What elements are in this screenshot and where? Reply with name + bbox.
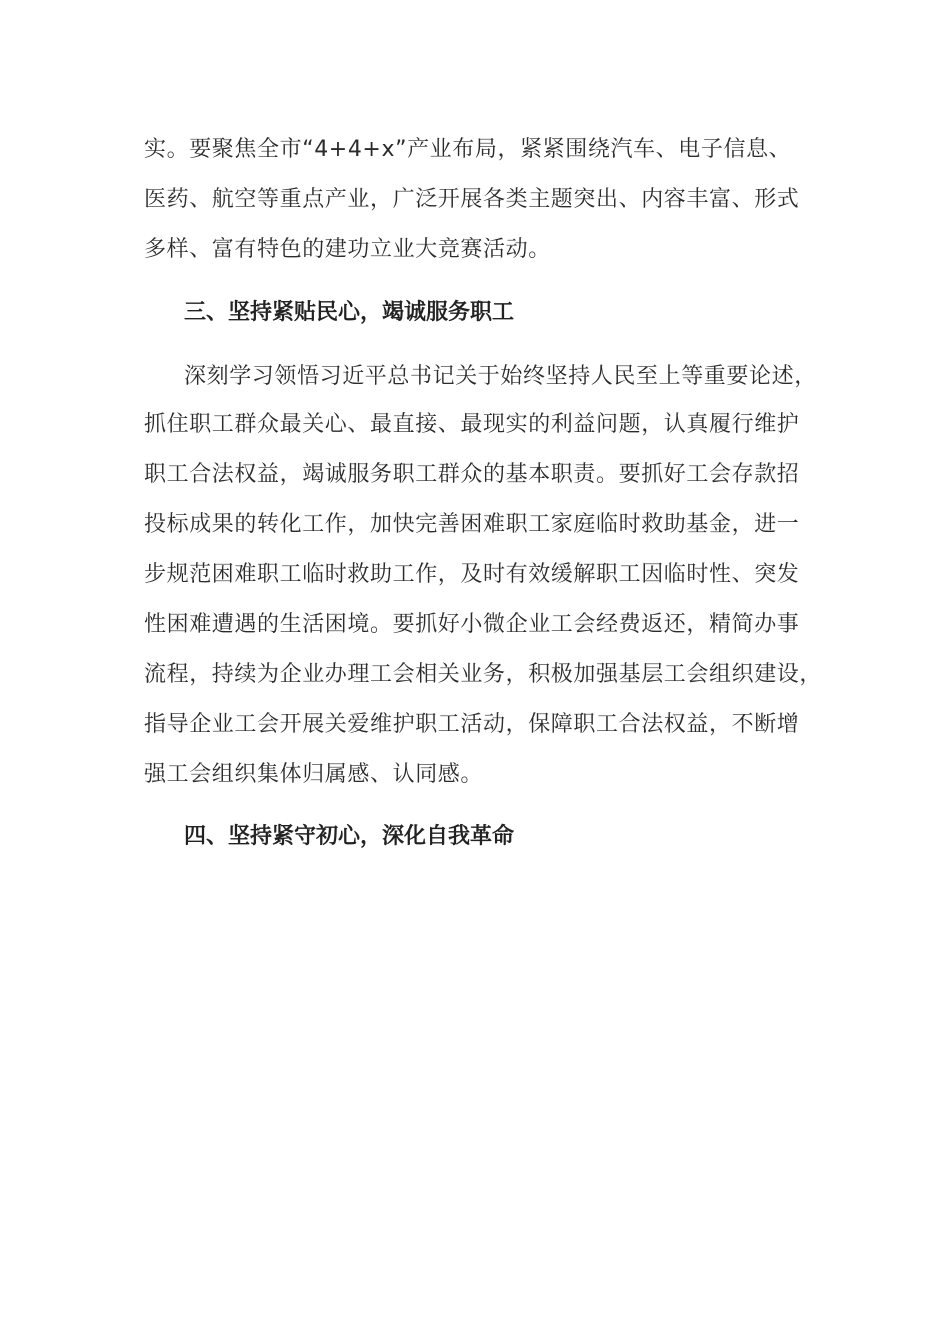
paragraph-line: 多样、富有特色的建功立业大竞赛活动。 bbox=[144, 237, 551, 262]
paragraph-line: 性困难遭遇的生活困境。要抓好小微企业工会经费返还，精简办事 bbox=[144, 612, 800, 637]
paragraph-line: 深刻学习领悟习近平总书记关于始终坚持人民至上等重要论述， bbox=[184, 364, 817, 389]
paragraph-line: 指导企业工会开展关爱维护职工活动，保障职工合法权益，不断增 bbox=[144, 712, 800, 737]
paragraph-line: 投标成果的转化工作，加快完善困难职工家庭临时救助基金，进一 bbox=[144, 512, 800, 537]
paragraph-line: 强工会组织集体归属感、认同感。 bbox=[144, 762, 484, 787]
paragraph-line: 实。要聚焦全市“4+4+x”产业布局，紧紧围绕汽车、电子信息、 bbox=[144, 137, 792, 162]
paragraph-line: 医药、航空等重点产业，广泛开展各类主题突出、内容丰富、形式 bbox=[144, 187, 800, 212]
paragraph-line: 步规范困难职工临时救助工作，及时有效缓解职工因临时性、突发 bbox=[144, 562, 800, 587]
section-heading-3: 三、坚持紧贴民心，竭诚服务职工 bbox=[184, 300, 515, 325]
section-heading-4: 四、坚持紧守初心，深化自我革命 bbox=[184, 824, 515, 849]
paragraph-line: 抓住职工群众最关心、最直接、最现实的利益问题，认真履行维护 bbox=[144, 412, 800, 437]
paragraph-line: 职工合法权益，竭诚服务职工群众的基本职责。要抓好工会存款招 bbox=[144, 462, 800, 487]
paragraph-line: 流程，持续为企业办理工会相关业务，积极加强基层工会组织建设， bbox=[144, 662, 823, 687]
